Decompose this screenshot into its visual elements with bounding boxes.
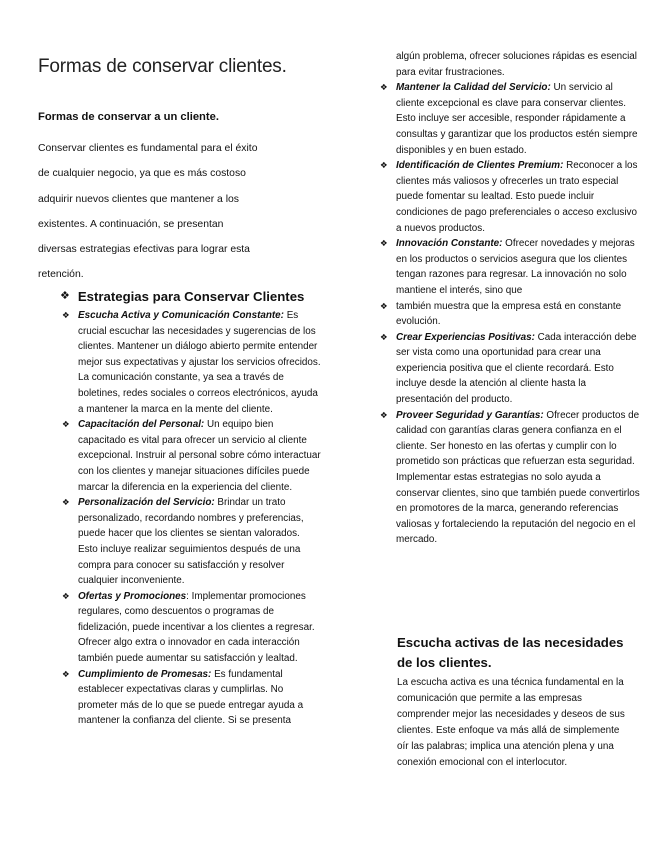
section-2-paragraph: La escucha activa es una técnica fundamental en la comunicación que permite a las empresas comprender mejor las necesidades y deseos de sus clientes. Este enfoque va más allá de simplemente oír las palabras; implica una atención plena y una conexión emocional con el interlocutor. [397,677,625,769]
list-item [378,299,640,330]
diamond-bullet-icon: ❖ [380,160,388,171]
intro-line: de cualquier negocio, ya que es más costoso [38,168,246,180]
item-text: Un equipo bien capacitado es vital para ofrecer un servicio al cliente excepcional. Instruir al personal sobre cómo interactuar con los clientes y manejar situaciones difíciles puede marcar la diferencia en la experiencia del cliente. [78,419,321,493]
item-text: Ofrecer productos de calidad con garantías claras genera confianza en el cliente. Ser honesto en las ofertas y cumplir con lo prometido son prácticas que refuerzan esta seguridad. Implementar estas estrategias no solo ayuda a conservar clientes, sino que también puede convertirlos en promotores de la marca, generando referencias valiosas y fortaleciendo la reputación del negocio en el mercado. [396,409,640,546]
list-item [378,236,640,298]
item-term: Identificación de Clientes Premium: [396,160,564,172]
section-heading-2: Escucha activas de las necesidades de los clientes. [397,635,624,670]
intro-line: retención. [38,269,84,281]
list-item [60,495,322,589]
item-term: Ofertas y Promociones [78,590,187,602]
item-term: Cumplimiento de Promesas: [78,668,212,680]
item-term: Escucha Activa y Comunicación Constante: [78,310,284,321]
diamond-bullet-icon: ❖ [60,290,70,302]
subheading: Formas de conservar a un cliente. [38,111,219,123]
intro-paragraph [38,136,288,288]
diamond-bullet-icon: ❖ [380,238,388,249]
diamond-bullet-icon: ❖ [62,497,70,508]
list-item [60,308,322,417]
list-item [60,589,322,667]
section-title [60,288,360,305]
section-title-text: Estrategias para Conservar Clientes [77,289,305,304]
item-text: Un servicio al cliente excepcional es clave para conservar clientes. Esto incluye ser accesible, responder rápidamente a consultas y garantizar que los productos estén siempre disponibles y en buen estado. [396,82,638,156]
diamond-bullet-icon: ❖ [380,300,388,311]
diamond-bullet-icon: ❖ [380,82,388,93]
intro-line: diversas estrategias efectivas para lograr esta [38,244,250,256]
item-term: Proveer Seguridad y Garantías: [396,409,544,421]
intro-line: adquirir nuevos clientes que mantener a los [38,193,240,205]
item-term: Innovación Constante: [396,238,503,250]
item-term: Personalización del Servicio: [78,497,215,509]
item-text: Brindar un trato personalizado, recordando nombres y preferencias, puede hacer que los clientes se sientan valorados. Esto incluye realizar seguimientos después de una compra para conocer su satisfacción y resolver cualquier inconveniente. [78,497,304,587]
diamond-bullet-icon: ❖ [380,331,388,342]
diamond-bullet-icon: ❖ [62,668,70,679]
list-item-continuation: algún problema, ofrecer soluciones rápidas es esencial para evitar frustraciones. [396,51,637,78]
item-text: también muestra que la empresa está en constante evolución. [396,300,622,328]
item-term: Mantener la Calidad del Servicio: [396,82,551,94]
list-item [378,408,640,548]
right-column-list [378,49,640,548]
diamond-bullet-icon: ❖ [62,419,70,430]
item-text: Reconocer a los clientes más valiosos y ofrecerles un trato especial puede fomentar su lealtad. Esto puede incluir condiciones de pago preferenciales o acceso exclusivo a nuevos productos. [396,160,638,234]
list-item [60,667,322,729]
page-title: Formas de conservar clientes. [38,56,287,77]
list-item [378,80,640,158]
item-term: Crear Experiencias Positivas: [396,331,535,343]
left-column-list [60,308,322,729]
item-text: Ofrecer novedades y mejoras en los productos o servicios asegura que los clientes tengan razones para regresar. La innovación no solo mantiene el interés, sino que [396,238,635,296]
intro-line: Conservar clientes es fundamental para el éxito [38,143,258,154]
list-item [60,417,322,495]
item-text: : Implementar promociones regulares, como descuentos o programas de fidelización, puede incentivar a los clientes a regresar. Ofrecer algo extra o innovador en cada interacción también puede aumentar su satisfacción y lealtad. [78,590,315,665]
list-item [378,330,640,408]
item-text: Es crucial escuchar las necesidades y sugerencias de los clientes. Mantener un diálogo abierto permite entender mejor sus expectativas y ajustar los servicios ofrecidos. La comunicación constante, ya sea a través de boletines, redes sociales o correos electrónicos, ayuda a mantener la marca en la mente del cliente. [78,310,321,415]
item-text: Es fundamental establecer expectativas claras y cumplirlas. No prometer más de lo que se puede entregar ayuda a mantener la confianza del cliente. Si se presenta [78,668,304,727]
diamond-bullet-icon: ❖ [62,590,70,601]
diamond-bullet-icon: ❖ [62,310,70,320]
item-text: Cada interacción debe ser vista como una oportunidad para crear una experiencia positiva que el cliente recordará. Esto incluye desde la atención al cliente hasta la presentación del producto. [396,331,637,406]
intro-line: existentes. A continuación, se presentan [38,218,224,230]
list-item [378,158,640,236]
diamond-bullet-icon: ❖ [380,409,388,420]
item-term: Capacitación del Personal: [78,419,205,431]
